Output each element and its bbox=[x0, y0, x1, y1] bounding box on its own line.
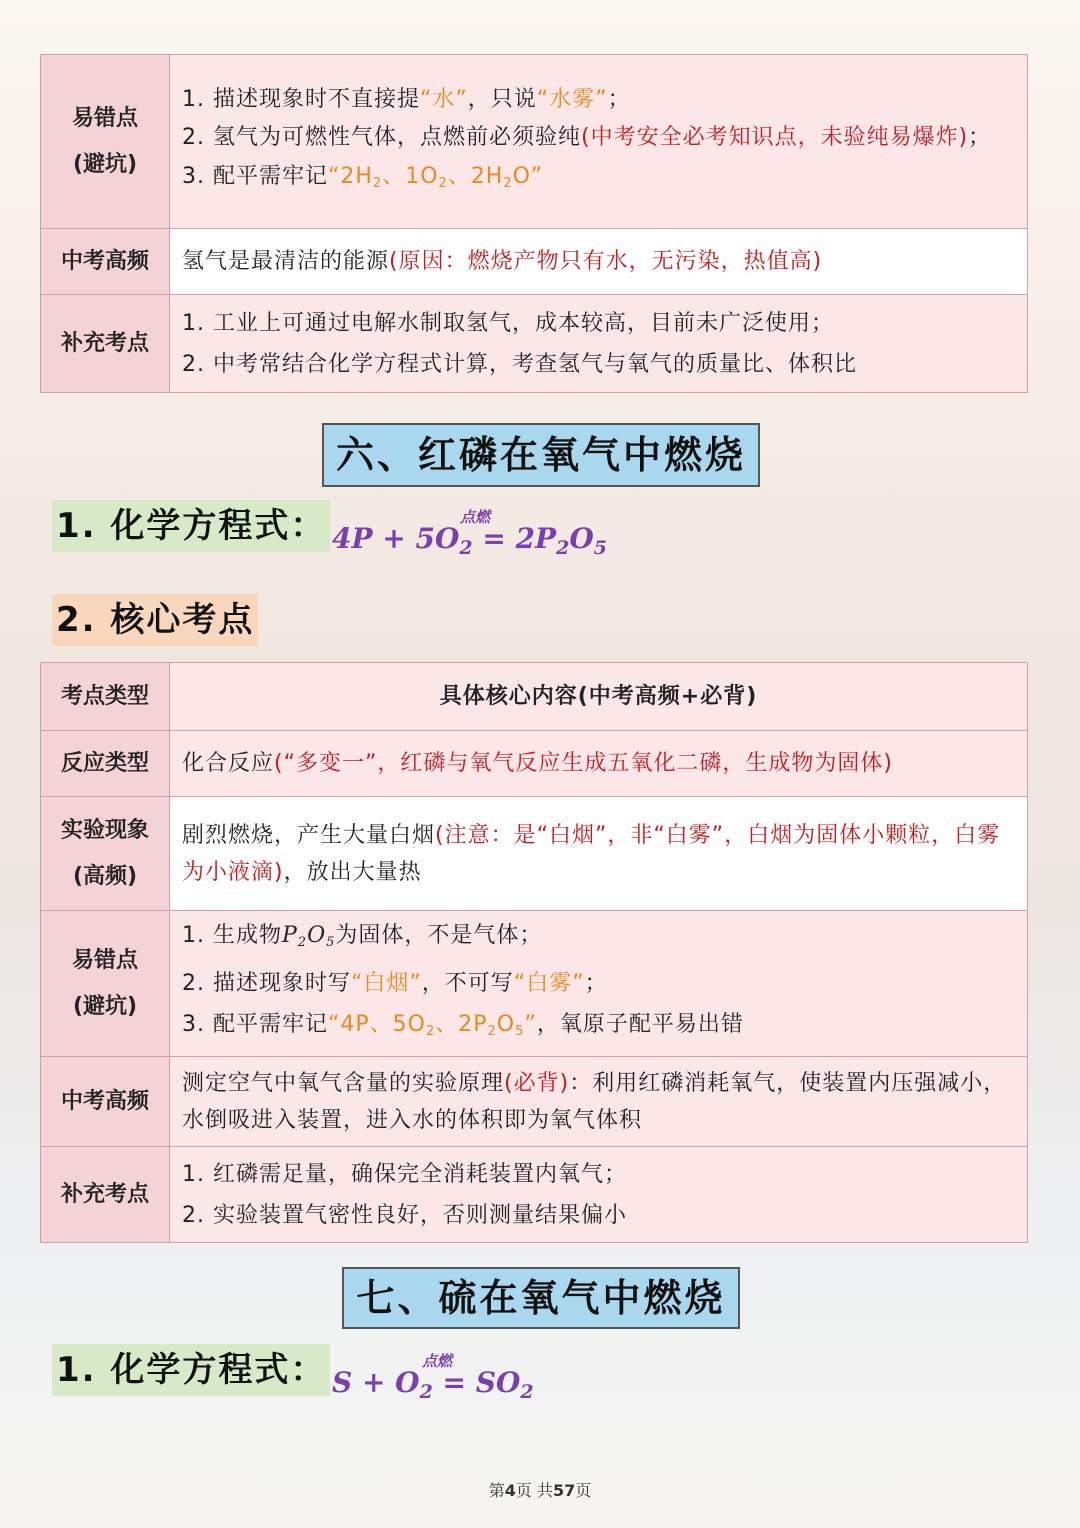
text: O bbox=[496, 1012, 516, 1037]
text: 第 bbox=[488, 1481, 505, 1500]
sulfur-equation bbox=[332, 1366, 534, 1403]
text: 1. 生成物 bbox=[182, 923, 282, 948]
text: 2. 氢气为可燃性气体，点燃前必须验纯 bbox=[182, 125, 581, 150]
content-line bbox=[182, 120, 1015, 156]
content-line: 1. 工业上可通过电解水制取氢气，成本较高，目前未广泛使用； bbox=[182, 310, 834, 336]
row-label-supplement: 补充考点 bbox=[41, 1147, 170, 1243]
row-label-reaction-type: 反应类型 bbox=[41, 731, 170, 797]
page-footer bbox=[0, 1478, 1080, 1501]
subscript: 2 bbox=[520, 1381, 534, 1403]
label-line: (避坑) bbox=[72, 151, 138, 177]
section-7-equation-label: 1. 化学方程式： bbox=[52, 1344, 330, 1396]
row-content-mistakes bbox=[170, 55, 1028, 229]
label-line: 易错点 bbox=[71, 947, 138, 973]
highlight: “水” bbox=[419, 87, 468, 112]
text: 2. 描述现象时写 bbox=[182, 971, 351, 996]
note: (原因：燃烧产物只有水，无污染，热值高) bbox=[389, 249, 823, 274]
inline-formula bbox=[282, 923, 335, 948]
text: ，氧原子配平易出错 bbox=[536, 1012, 744, 1037]
eq-part: = 2P bbox=[472, 522, 557, 555]
content-line bbox=[182, 963, 1015, 1004]
subscript: 2 bbox=[487, 1024, 497, 1039]
section-7-title: 七、硫在氧气中燃烧 bbox=[342, 1267, 740, 1329]
row-label-frequent: 中考高频 bbox=[41, 1057, 170, 1147]
content-line: 2. 中考常结合化学方程式计算，考查氢气与氧气的质量比、体积比 bbox=[182, 351, 857, 377]
text: 测定空气中氧气含量的实验原理 bbox=[182, 1070, 505, 1096]
row-content-mistakes bbox=[170, 911, 1028, 1057]
text: 为固体，不是气体； bbox=[335, 923, 543, 948]
formula-highlight bbox=[328, 164, 543, 189]
subscript: 5 bbox=[515, 1024, 525, 1039]
section-6-equation-label: 1. 化学方程式： bbox=[52, 500, 330, 552]
text: O bbox=[307, 923, 327, 948]
row-content-frequent bbox=[170, 229, 1028, 295]
text: ，放出大量热 bbox=[283, 859, 422, 885]
text: 页 bbox=[575, 1481, 592, 1500]
subscript: 2 bbox=[419, 1381, 433, 1403]
formula-highlight bbox=[328, 1012, 537, 1037]
row-label-mistakes bbox=[41, 911, 170, 1057]
subscript: 2 bbox=[372, 176, 383, 191]
row-content-phenomenon bbox=[170, 797, 1028, 911]
text: ” bbox=[524, 1012, 537, 1037]
text: ； bbox=[584, 971, 608, 996]
eq-part: 4P + 5O bbox=[332, 522, 460, 555]
subscript: 5 bbox=[326, 935, 336, 950]
note: (中考安全必考知识点，未验纯易爆炸) bbox=[581, 125, 969, 150]
highlight: “白烟” bbox=[350, 971, 422, 996]
subscript: 2 bbox=[556, 537, 570, 559]
subscript: 2 bbox=[297, 935, 308, 950]
row-label-phenomenon bbox=[41, 797, 170, 911]
page-number: 4 bbox=[504, 1481, 516, 1500]
text: 1. 描述现象时不直接提 bbox=[182, 87, 420, 112]
subscript: 2 bbox=[459, 537, 473, 559]
subscript: 5 bbox=[593, 537, 607, 559]
reaction-condition: 点燃 bbox=[422, 1352, 453, 1370]
text: 化合反应 bbox=[182, 751, 275, 776]
text: ：利用红磷消耗氧气，使装置内压强减小，水倒吸进入装置，进入水的体积即为氧气体积 bbox=[182, 1070, 1007, 1133]
content-line bbox=[182, 1004, 1015, 1052]
total-pages: 57 bbox=[552, 1481, 576, 1500]
section-6-core-label: 2. 核心考点 bbox=[52, 594, 258, 646]
label-line: 易错点 bbox=[71, 105, 138, 131]
row-content-supplement bbox=[170, 295, 1028, 393]
text: 、2H bbox=[447, 164, 504, 189]
text: 、2P bbox=[435, 1012, 488, 1037]
content-line: 1. 红磷需足量，确保完全消耗装置内氧气； bbox=[182, 1161, 627, 1187]
label-line: (高频) bbox=[72, 863, 138, 889]
phosphorus-table bbox=[40, 662, 1028, 1243]
text: ，不可写 bbox=[421, 971, 514, 996]
text: 页 共 bbox=[515, 1481, 553, 1500]
subscript: 2 bbox=[438, 176, 448, 191]
label-line: (避坑) bbox=[72, 993, 138, 1019]
row-label-supplement: 补充考点 bbox=[41, 295, 170, 393]
row-content-reaction-type bbox=[170, 731, 1028, 797]
label-line: 实验现象 bbox=[60, 817, 149, 843]
row-content-supplement bbox=[170, 1147, 1028, 1243]
text: 剧烈燃烧，产生大量白烟 bbox=[182, 822, 436, 848]
row-label-frequent: 中考高频 bbox=[41, 229, 170, 295]
text: ，只说 bbox=[467, 87, 537, 112]
content-line bbox=[182, 79, 1015, 120]
text: 氢气是最清洁的能源 bbox=[182, 249, 390, 274]
row-label-mistakes bbox=[41, 55, 170, 229]
eq-part: S + O bbox=[332, 1366, 420, 1399]
reaction-condition: 点燃 bbox=[460, 508, 491, 526]
content-line bbox=[182, 915, 1015, 963]
note: (注意：是“白烟”，非“白雾”，白烟为固体小颗粒，白雾为小液滴) bbox=[182, 822, 1001, 885]
eq-part: O bbox=[569, 522, 594, 555]
note: (“多变一”，红磷与氧气反应生成五氧化二磷，生成物为固体) bbox=[274, 751, 893, 776]
text: 、1O bbox=[382, 164, 439, 189]
row-content-frequent bbox=[170, 1057, 1028, 1147]
section-6-title: 六、红磷在氧气中燃烧 bbox=[322, 423, 760, 487]
text: 3. 配平需牢记 bbox=[182, 1012, 328, 1037]
content-line bbox=[182, 156, 1015, 204]
text: P bbox=[281, 923, 298, 948]
note: (必背) bbox=[504, 1070, 570, 1096]
hydrogen-table bbox=[40, 54, 1028, 393]
red-phosphorus-equation bbox=[332, 522, 607, 559]
subscript: 2 bbox=[425, 1024, 436, 1039]
text: “4P、5O bbox=[327, 1012, 426, 1037]
subscript: 2 bbox=[503, 176, 513, 191]
text: “2H bbox=[327, 164, 373, 189]
text: O” bbox=[512, 164, 543, 189]
eq-part: = SO bbox=[432, 1366, 521, 1399]
header-content: 具体核心内容(中考高频+必背) bbox=[170, 663, 1028, 731]
content-line: 2. 实验装置气密性良好，否则测量结果偏小 bbox=[182, 1202, 627, 1228]
header-type: 考点类型 bbox=[41, 663, 170, 731]
text: ； bbox=[607, 87, 631, 112]
text: 3. 配平需牢记 bbox=[182, 164, 328, 189]
text: ； bbox=[968, 125, 992, 150]
highlight: “白雾” bbox=[513, 971, 585, 996]
highlight: “水雾” bbox=[536, 87, 608, 112]
